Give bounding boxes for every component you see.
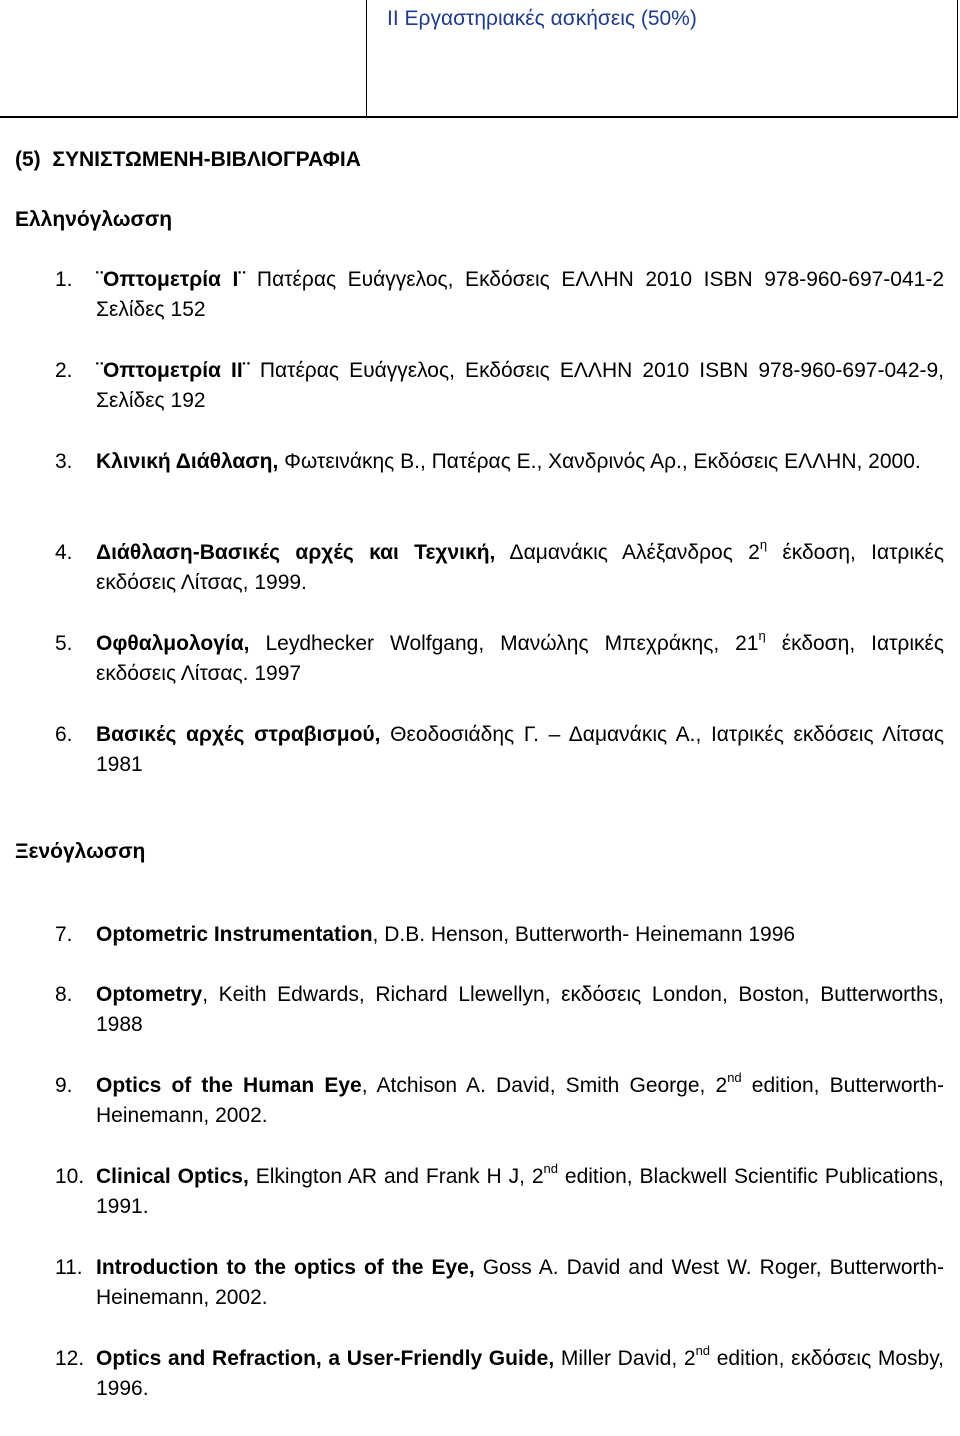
reference-item bbox=[0, 1162, 944, 1222]
foreign-bibliography-heading: Ξενόγλωσση bbox=[15, 840, 146, 863]
reference-item bbox=[0, 720, 944, 780]
reference-details-tail: edition, Butterworth-Heinemann, 2002. bbox=[96, 1074, 945, 1127]
reference-item bbox=[0, 265, 944, 325]
reference-item bbox=[0, 980, 944, 1040]
reference-details: Goss A. David and West W. Roger, Butterworth-Heinemann, 2002. bbox=[96, 1256, 945, 1309]
reference-details: , Keith Edwards, Richard Llewellyn, εκδόσεις London, Boston, Butterworths, 1988 bbox=[96, 983, 944, 1036]
reference-number: 10. bbox=[55, 1165, 85, 1188]
reference-title: Optics and Refraction, a User-Friendly Guide, bbox=[96, 1347, 555, 1370]
greek-bibliography-heading: Ελληνόγλωσση bbox=[15, 208, 173, 231]
reference-details: Elkington AR and Frank H J, 2 bbox=[248, 1165, 544, 1188]
reference-title: Introduction to the optics of the Eye, bbox=[96, 1256, 475, 1279]
reference-number: 2. bbox=[55, 359, 73, 382]
reference-title: Clinical Optics, bbox=[96, 1165, 249, 1188]
reference-details-tail: edition, εκδόσεις Mosby, 1996. bbox=[96, 1347, 944, 1400]
reference-number: 9. bbox=[55, 1074, 73, 1097]
reference-number: 4. bbox=[55, 541, 73, 564]
reference-number: 3. bbox=[55, 450, 73, 473]
reference-details: , D.B. Henson, Butterworth- Heinemann 1996 bbox=[372, 923, 796, 946]
reference-details: Θεοδοσιάδης Γ. – Δαμανάκις Α., Ιατρικές εκδόσεις Λίτσας 1981 bbox=[96, 723, 944, 776]
reference-details-tail: έκδοση, Ιατρικές εκδόσεις Λίτσας, 1999. bbox=[96, 541, 945, 594]
reference-details-tail: έκδοση, Ιατρικές εκδόσεις Λίτσας. 1997 bbox=[96, 632, 945, 685]
reference-details: Leydhecker Wolfgang, Μανώλης Μπεχράκης, 21 bbox=[249, 632, 759, 655]
reference-number: 1. bbox=[55, 268, 73, 291]
table-cell-left bbox=[0, 0, 367, 117]
reference-title: Optometric Instrumentation bbox=[96, 923, 373, 946]
reference-details: Δαμανάκις Αλέξανδρος 2 bbox=[495, 541, 760, 564]
edition-superscript: nd bbox=[727, 1070, 742, 1085]
reference-number: 12. bbox=[55, 1347, 85, 1370]
reference-details: Miller David, 2 bbox=[554, 1347, 696, 1370]
edition-superscript: η bbox=[758, 628, 766, 643]
reference-item bbox=[0, 920, 944, 950]
table-cell-right bbox=[367, 0, 958, 117]
reference-number: 7. bbox=[55, 923, 73, 946]
reference-number: 6. bbox=[55, 723, 73, 746]
reference-number: 11. bbox=[55, 1256, 83, 1279]
section-heading bbox=[15, 148, 361, 172]
reference-number: 8. bbox=[55, 983, 73, 1006]
reference-details: Πατέρας Ευάγγελος, Εκδόσεις ΕΛΛΗΝ 2010 ISBN 978-960-697-042-9, Σελίδες 192 bbox=[96, 359, 944, 412]
reference-title: ¨Οπτομετρία Ι¨ bbox=[96, 268, 246, 291]
reference-item bbox=[0, 1253, 944, 1313]
reference-item bbox=[0, 1071, 944, 1131]
lab-exercises-weight: ΙΙ Εργαστηριακές ασκήσεις (50%) bbox=[387, 7, 697, 30]
section-number: (5) bbox=[15, 148, 41, 171]
reference-details: Πατέρας Ευάγγελος, Εκδόσεις ΕΛΛΗΝ 2010 ISBN 978-960-697-041-2 Σελίδες 152 bbox=[96, 268, 945, 321]
reference-title: Optics of the Human Eye bbox=[96, 1074, 362, 1097]
edition-superscript: nd bbox=[543, 1161, 558, 1176]
edition-superscript: η bbox=[759, 537, 768, 552]
reference-title: Optometry bbox=[96, 983, 203, 1006]
reference-item bbox=[0, 538, 944, 598]
reference-details-tail: edition, Blackwell Scientific Publications, 1991. bbox=[96, 1165, 944, 1218]
reference-title: ¨Οπτομετρία ΙΙ¨ bbox=[96, 359, 250, 382]
reference-title: Βασικές αρχές στραβισμού, bbox=[96, 723, 381, 746]
reference-title: Κλινική Διάθλαση, bbox=[96, 450, 279, 473]
edition-superscript: nd bbox=[695, 1343, 711, 1358]
reference-title: Οφθαλμολογία, bbox=[96, 632, 250, 655]
reference-number: 5. bbox=[55, 632, 73, 655]
section-title: ΣΥΝΙΣΤΩΜΕΝΗ-ΒΙΒΛΙΟΓΡΑΦΙΑ bbox=[52, 148, 361, 171]
reference-item bbox=[0, 1344, 944, 1404]
reference-details: , Atchison A. David, Smith George, 2 bbox=[361, 1074, 728, 1097]
reference-item bbox=[0, 447, 944, 477]
assessment-table-fragment bbox=[0, 0, 958, 118]
reference-item bbox=[0, 356, 944, 416]
reference-title: Διάθλαση-Βασικές αρχές και Τεχνική, bbox=[96, 541, 496, 564]
reference-item bbox=[0, 629, 944, 689]
reference-details: Φωτεινάκης Β., Πατέρας Ε., Χανδρινός Αρ., Εκδόσεις ΕΛΛΗΝ, 2000. bbox=[278, 450, 921, 473]
